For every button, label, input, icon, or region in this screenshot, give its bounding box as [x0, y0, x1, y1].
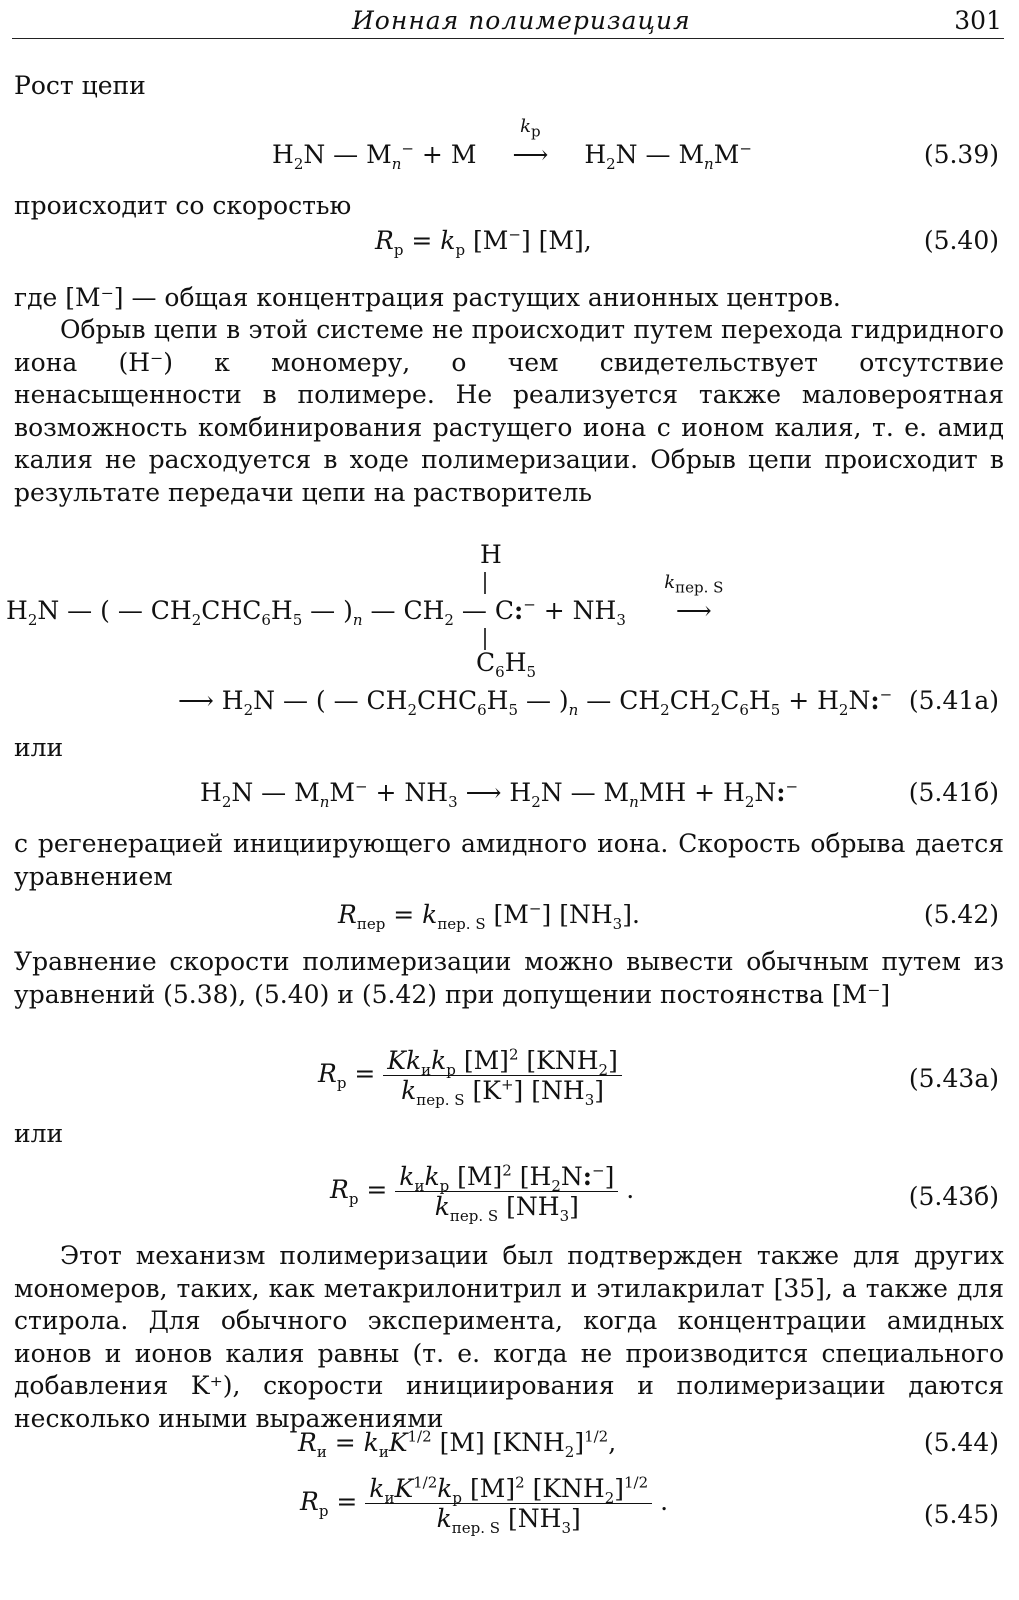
text-rate: происходит со скоростью: [14, 191, 352, 220]
equation-number-5-44: (5.44): [923, 1428, 999, 1457]
text-or-1: или: [14, 733, 64, 762]
equation-5-39: $H_2N$ — $M_n^- + M$ $k_p$ ⟶ $H_2N$ — $M_nM^-$: [272, 116, 752, 173]
equation-5-41b: $H_2N$ — $M_nM^- + NH_3$ ⟶ $H_2N$ — $M_nMH$ + $H_2N:^-$: [200, 777, 799, 811]
equation-5-43a: $R_p$ = $\frac{Kk_иk_p [M]^2 [KNH_2]}{k_{пер. S} [K^+] [NH_3]}$: [318, 1046, 622, 1105]
equation-number-5-45: (5.45): [923, 1500, 999, 1529]
bond-vertical-top: [480, 572, 490, 596]
text-chain-growth: Рост цепи: [14, 71, 146, 100]
equation-5-44: $R_и = k_иK^{1/2}$ [M] $[KNH_2]^{1/2}$,: [298, 1427, 617, 1461]
paragraph-rate-equation: Уравнение скорости полимеризации можно вывести обычным путем из уравнений (5.38), (5.40) и (5.42) при допущении постоянства [M⁻]: [14, 947, 1004, 1009]
equation-5-40: $R_p = k_p$ [M−] [M],: [375, 225, 592, 259]
equation-5-43b: $R_p$ = $\frac{k_иk_p [M]^2 [H_2N:^-]}{k_{пер. S} [NH_3]}$ .: [330, 1161, 635, 1225]
paragraph-mechanism: Этот механизм полимеризации был подтвержден также для других мономеров, таких, как метакрилонитрил и этилакрилат [35], а также для стирола. Для обычного эксперимента, когда концентрации амидных ионов и ионов калия равны (т. е. когда не производится специального добавления K⁺), скорости инициирования и полимеризации даются несколько иными выражениями: [14, 1241, 1004, 1433]
running-title: Ионная полимеризация: [352, 6, 691, 35]
text-or-2: или: [14, 1119, 64, 1148]
equation-number-5-40: (5.40): [923, 226, 999, 255]
substituent-phenyl: $C_6H_5$: [476, 648, 537, 681]
page-header: [12, 4, 1004, 39]
paragraph-regeneration: с регенерацией инициирующего амидного иона. Скорость обрыва дается уравнением: [14, 829, 1004, 891]
page-number: 301: [954, 6, 1002, 35]
equation-number-5-42: (5.42): [923, 900, 999, 929]
equation-number-5-43a: (5.43а): [908, 1064, 999, 1093]
equation-5-41a-line1: $H_2N$ — ( — $CH_2CHC_6H_5$ — )$_n$ — $CH_2$ — C:− + $NH_3$ $k_{пер. S}$ ⟶: [6, 572, 724, 629]
text-where: где [M⁻] — общая концентрация растущих анионных центров.: [14, 283, 841, 312]
equation-5-42: $R_{пер} = k_{пер. S}$ [M−] $[NH_3]$.: [338, 899, 640, 933]
substituent-h: H: [480, 540, 502, 569]
equation-number-5-39: (5.39): [923, 140, 999, 169]
equation-number-5-43b: (5.43б): [908, 1182, 999, 1211]
paragraph-termination: Обрыв цепи в этой системе не происходит путем перехода гидридного иона (H⁻) к мономеру, о чем свидетельствует отсутствие ненасыщенности в полимере. Не реализуется также маловероятная возможность комбинирования растущего иона с ионом калия, т. е. амид калия не расходуется в ходе полимеризации. Обрыв цепи происходит в результате передачи цепи на растворитель: [14, 315, 1004, 507]
equation-5-45: $R_p$ = $\frac{k_иK^{1/2}k_p [M]^2 [KNH_2]^{1/2}}{k_{пер. S} [NH_3]}$ .: [300, 1473, 669, 1537]
equation-number-5-41a: (5.41а): [908, 686, 999, 715]
equation-number-5-41b: (5.41б): [908, 778, 999, 807]
equation-5-41a-line2: ⟶ $H_2N$ — ( — $CH_2CHC_6H_5$ — )$_n$ — $CH_2CH_2C_6H_5$ + $H_2N:^-$: [178, 685, 893, 719]
